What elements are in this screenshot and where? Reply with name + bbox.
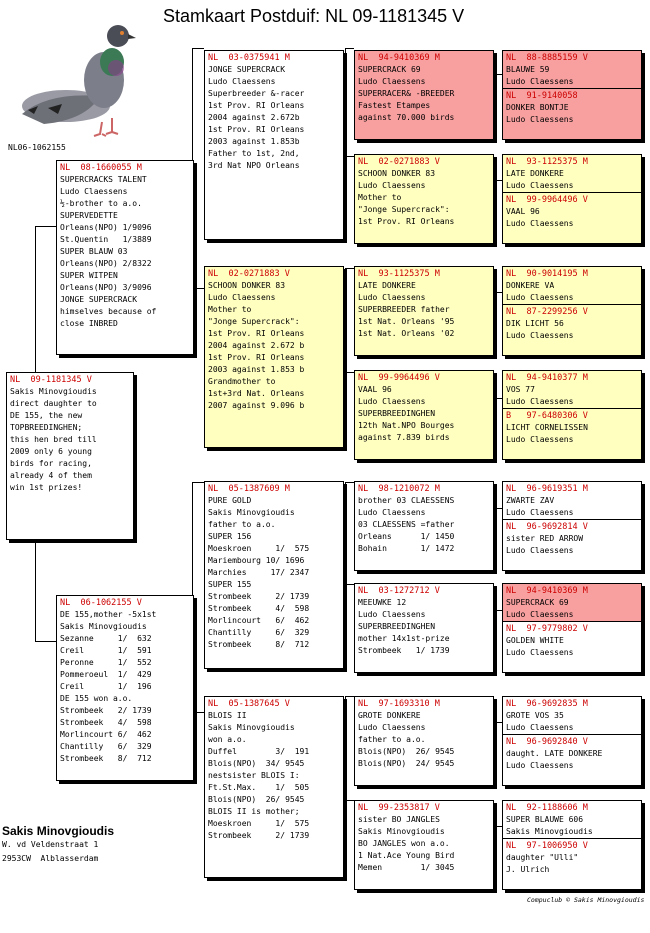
box-line: 2003 against 1.853b (208, 137, 300, 146)
box-line: DIK LICHT 56 (506, 319, 564, 328)
box-line: Ludo Claessens (358, 77, 426, 86)
box-line: Ludo Claessens (506, 115, 574, 124)
box-line: Strombeek 2/ 1739 (60, 706, 152, 715)
box-line: SUPER BLAUWE 606 (506, 815, 584, 824)
box-line: MEEUWKE 12 (358, 598, 407, 607)
box-line: SUPER BLAUW 03 (60, 247, 128, 256)
ring-number: NL 03-1272712 V (358, 586, 440, 596)
box-line: Blois(NPO) 24/ 9545 (358, 759, 455, 768)
pedigree-pair-3 (502, 266, 642, 356)
box-line: Bohain 1/ 1472 (358, 544, 455, 553)
box-line: Moeskroen 1/ 575 (208, 819, 310, 828)
box-line: Ludo Claessens (506, 77, 574, 86)
owner-name: Sakis Minovgioudis (2, 824, 115, 838)
ring-number: NL 96-9619351 M (506, 484, 588, 494)
box-line: 1st Prov. RI Orleans (208, 101, 305, 110)
box-line: Chantilly 6/ 329 (60, 742, 152, 751)
box-line: 1st Prov. RI Orleans (208, 329, 305, 338)
ring-number: NL 05-1387609 M (208, 484, 290, 494)
box-line: Ludo Claessens (358, 723, 426, 732)
box-line: Orleans(NPO) 2/8322 (60, 259, 152, 268)
ring-number: NL 97-9779802 V (506, 624, 588, 634)
box-line: brother 03 CLAESSENS (358, 496, 455, 505)
box-line: Sakis Minovgioudis (506, 827, 593, 836)
box-line: DONKERE VA (506, 281, 555, 290)
box-line: SUPERBREEDER father (358, 305, 450, 314)
box-line: Ludo Claessens (358, 397, 426, 406)
box-line: nestsister BLOIS I: (208, 771, 300, 780)
box-line: 1 Nat.Ace Young Bird (358, 851, 455, 860)
box-line: SCHOON DONKER 83 (358, 169, 436, 178)
ring-number: NL 99-2353817 V (358, 803, 440, 813)
box-line: Ft.St.Max. 1/ 505 (208, 783, 310, 792)
pedigree-subject (6, 372, 134, 540)
box-line: VAAL 96 (506, 207, 540, 216)
pedigree-ff (204, 50, 344, 240)
pedigree-fm (204, 266, 344, 448)
pedigree-pair-4 (502, 370, 642, 460)
ring-number: NL 96-9692835 M (506, 699, 588, 709)
ring-number: NL 93-1125375 M (506, 157, 588, 167)
box-line: Blois(NPO) 26/ 9545 (208, 795, 305, 804)
box-line: close INBRED (60, 319, 118, 328)
pedigree-mff (354, 481, 494, 571)
ring-number: NL 02-0271883 V (208, 269, 290, 279)
box-line: JONGE SUPERCRACK (60, 295, 138, 304)
pedigree-mmm (354, 800, 494, 890)
box-line: Strombeek 8/ 712 (208, 640, 310, 649)
box-line: Duffel 3/ 191 (208, 747, 310, 756)
pedigree-pair-7 (502, 696, 642, 786)
box-line: Mother to (208, 305, 252, 314)
box-line: VOS 77 (506, 385, 535, 394)
box-line: Blois(NPO) 34/ 9545 (208, 759, 305, 768)
box-line: Strombeek 4/ 598 (60, 718, 152, 727)
box-line: Creil 1/ 591 (60, 646, 152, 655)
ring-number: NL 94-9410369 M (358, 53, 440, 63)
box-line: 1st Prov. RI Orleans (358, 217, 455, 226)
box-line: Ludo Claessens (506, 435, 574, 444)
box-line: BLOIS II (208, 711, 247, 720)
box-line: Sakis Minovgioudis (10, 387, 97, 396)
box-line: 2007 against 9.096 b (208, 401, 305, 410)
box-line: Mother to (358, 193, 402, 202)
pedigree-fmm (354, 370, 494, 460)
box-line: 03 CLAESSENS =father (358, 520, 455, 529)
box-line: father to a.o. (208, 520, 276, 529)
box-line: 3rd Nat NPO Orleans (208, 161, 300, 170)
owner-city: 2953CW Alblasserdam (2, 854, 99, 863)
box-line: SUPER 156 (208, 532, 252, 541)
box-line: direct daughter to (10, 399, 97, 408)
box-line: 1st Prov. RI Orleans (208, 353, 305, 362)
pedigree-mm (204, 696, 344, 878)
pedigree-pair-1 (502, 50, 642, 140)
box-line: Blois(NPO) 26/ 9545 (358, 747, 455, 756)
box-line: 12th Nat.NPO Bourges (358, 421, 455, 430)
box-line: SCHOON DONKER 83 (208, 281, 286, 290)
ring-number: NL 08-1660055 M (60, 163, 142, 173)
box-line: Fastest Etampes (358, 101, 431, 110)
subject-ring-number: NL06-1062155 (8, 143, 66, 152)
box-line: ZWARTE ZAV (506, 496, 555, 505)
pedigree-mmf (354, 696, 494, 786)
box-line: win 1st prizes! (10, 483, 83, 492)
credit-footer: Compuclub © Sakis Minovgioudis (527, 896, 645, 904)
box-line: daught. LATE DONKERE (506, 749, 603, 758)
pedigree-fff (354, 50, 494, 140)
box-line: SUPERBREEDINGHEN (358, 409, 436, 418)
ring-number: NL 94-9410377 M (506, 373, 588, 383)
ring-number: NL 02-0271883 V (358, 157, 440, 167)
box-line: LICHT CORNELISSEN (506, 423, 588, 432)
box-line: St.Quentin 1/3889 (60, 235, 152, 244)
page-title: Stamkaart Postduif: NL 09-1181345 V (163, 6, 465, 26)
pedigree-pair-8 (502, 800, 642, 890)
box-line: mother 14x1st-prize (358, 634, 450, 643)
pedigree-mfm (354, 583, 494, 673)
box-line: BLAUWE 59 (506, 65, 550, 74)
box-line: SUPERBREEDINGHEN (358, 622, 436, 631)
box-line: against 7.839 birds (358, 433, 450, 442)
box-line: Ludo Claessens (506, 761, 574, 770)
box-line: Ludo Claessens (506, 181, 574, 190)
box-line: sister RED ARROW (506, 534, 584, 543)
ring-number: NL 91-9140058 (506, 91, 578, 101)
ring-number: NL 87-2299256 V (506, 307, 588, 317)
owner-block (2, 824, 114, 866)
ring-number: NL 96-9692814 V (506, 522, 588, 532)
ring-number: NL 93-1125375 M (358, 269, 440, 279)
box-line: Ludo Claessens (60, 187, 128, 196)
ring-number: NL 97-1006950 V (506, 841, 588, 851)
box-line: Morlincourt 6/ 462 (208, 616, 310, 625)
box-line: himselves because of (60, 307, 157, 316)
box-line: sister BO JANGLES (358, 815, 440, 824)
ring-number: NL 03-0375941 M (208, 53, 290, 63)
box-line: already 4 of them (10, 471, 92, 480)
box-line: PURE GOLD (208, 496, 252, 505)
box-line: Mariembourg 10/ 1696 (208, 556, 305, 565)
box-line: Morlincourt 6/ 462 (60, 730, 152, 739)
box-line: Ludo Claessens (506, 331, 574, 340)
pedigree-fmf (354, 266, 494, 356)
box-line: Strombeek 4/ 598 (208, 604, 310, 613)
box-line: 2004 against 2.672 b (208, 341, 305, 350)
ring-number: NL 99-9964496 V (358, 373, 440, 383)
pedigree-pair-6 (502, 583, 642, 673)
ring-number: NL 96-9692840 V (506, 737, 588, 747)
ring-number: NL 92-1188606 M (506, 803, 588, 813)
ring-number: NL 09-1181345 V (10, 375, 92, 385)
pedigree-mf (204, 481, 344, 669)
box-line: DE 155 won a.o. (60, 694, 133, 703)
box-line: SUPERCRACKS TALENT (60, 175, 147, 184)
box-line: Grandmother to (208, 377, 276, 386)
box-line: Ludo Claessens (208, 293, 276, 302)
box-line: Ludo Claessens (506, 610, 574, 619)
box-line: ½-brother to a.o. (60, 199, 142, 208)
box-line: 1st Nat. Orleans '95 (358, 317, 455, 326)
box-line: Ludo Claessens (358, 293, 426, 302)
box-line: Ludo Claessens (506, 508, 574, 517)
ring-number: NL 98-1210072 M (358, 484, 440, 494)
ring-number: NL 05-1387645 V (208, 699, 290, 709)
box-line: SUPERRACER& -BREEDER (358, 89, 455, 98)
box-line: GROTE VOS 35 (506, 711, 564, 720)
ring-number: NL 88-8885159 V (506, 53, 588, 63)
box-line: SUPERCRACK 69 (506, 598, 569, 607)
ring-number: NL 97-1693310 M (358, 699, 440, 709)
box-line: Ludo Claessens (358, 181, 426, 190)
box-line: birds for racing, (10, 459, 92, 468)
box-line: father to a.o. (358, 735, 426, 744)
box-line: Sezanne 1/ 632 (60, 634, 152, 643)
box-line: Marchies 17/ 2347 (208, 568, 310, 577)
box-line: SUPER WITPEN (60, 271, 118, 280)
box-line: Pommeroeul 1/ 429 (60, 670, 152, 679)
box-line: Ludo Claessens (506, 723, 574, 732)
box-line: Ludo Claessens (358, 508, 426, 517)
box-line: "Jonge Supercrack": (358, 205, 450, 214)
box-line: GROTE DONKERE (358, 711, 421, 720)
box-line: Ludo Claessens (506, 648, 574, 657)
box-line: Ludo Claessens (358, 610, 426, 619)
pedigree-father (56, 160, 194, 355)
box-line: Strombeek 8/ 712 (60, 754, 152, 763)
box-line: Ludo Claessens (506, 546, 574, 555)
box-line: BO JANGLES won a.o. (358, 839, 450, 848)
box-line: Ludo Claessens (208, 77, 276, 86)
box-line: daughter "Ulli" (506, 853, 579, 862)
box-line: Moeskroen 1/ 575 (208, 544, 310, 553)
box-line: Orleans 1/ 1450 (358, 532, 455, 541)
box-line: SUPERCRACK 69 (358, 65, 421, 74)
box-line: Strombeek 2/ 1739 (208, 592, 310, 601)
box-line: 2009 only 6 young (10, 447, 92, 456)
box-line: Chantilly 6/ 329 (208, 628, 310, 637)
box-line: "Jonge Supercrack": (208, 317, 300, 326)
box-line: DE 155,mother -5x1st (60, 610, 157, 619)
box-line: Strombeek 1/ 1739 (358, 646, 450, 655)
box-line: Strombeek 2/ 1739 (208, 831, 310, 840)
box-line: Sakis Minovgioudis (60, 622, 147, 631)
box-line: against 70.000 birds (358, 113, 455, 122)
box-line: 1st Prov. RI Orleans (208, 125, 305, 134)
box-line: GOLDEN WHITE (506, 636, 564, 645)
owner-address: W. vd Veldenstraat 1 (2, 840, 99, 849)
box-line: J. Ulrich (506, 865, 550, 874)
box-line: won a.o. (208, 735, 247, 744)
box-line: SUPERVEDETTE (60, 211, 118, 220)
box-line: Orleans(NPO) 3/9096 (60, 283, 152, 292)
box-line: JONGE SUPERCRACK (208, 65, 286, 74)
box-line: Orleans(NPO) 1/9096 (60, 223, 152, 232)
ring-number: B 97-6480306 V (506, 411, 588, 421)
box-line: DE 155, the new (10, 411, 83, 420)
box-line: Ludo Claessens (506, 397, 574, 406)
ring-number: NL 90-9014195 M (506, 269, 588, 279)
ring-number: NL 94-9410369 M (506, 586, 588, 596)
pedigree-mother (56, 595, 194, 781)
box-line: Ludo Claessens (506, 219, 574, 228)
ring-number: NL 99-9964496 V (506, 195, 588, 205)
box-line: 1st+3rd Nat. Orleans (208, 389, 305, 398)
box-line: Sakis Minovgioudis (358, 827, 445, 836)
box-line: Father to 1st, 2nd, (208, 149, 300, 158)
box-line: this hen bred till (10, 435, 97, 444)
box-line: Memen 1/ 3045 (358, 863, 455, 872)
box-line: DONKER BONTJE (506, 103, 569, 112)
box-line: Sakis Minovgioudis (208, 508, 295, 517)
box-line: Creil 1/ 196 (60, 682, 152, 691)
box-line: Sakis Minovgioudis (208, 723, 295, 732)
pigeon-photo (8, 10, 136, 140)
box-line: 1st Nat. Orleans '02 (358, 329, 455, 338)
pedigree-ffm (354, 154, 494, 244)
box-line: Superbreeder &-racer (208, 89, 305, 98)
box-line: TOPBREEDINGHEN; (10, 423, 83, 432)
box-line: 2003 against 1.853 b (208, 365, 305, 374)
box-line: BLOIS II is mother; (208, 807, 300, 816)
box-line: LATE DONKERE (358, 281, 416, 290)
box-line: SUPER 155 (208, 580, 252, 589)
box-line: Ludo Claessens (506, 293, 574, 302)
box-line: LATE DONKERE (506, 169, 564, 178)
ring-number: NL 06-1062155 V (60, 598, 142, 608)
pedigree-pair-2 (502, 154, 642, 244)
box-line: 2004 against 2.672b (208, 113, 300, 122)
box-line: VAAL 96 (358, 385, 392, 394)
box-line: Peronne 1/ 552 (60, 658, 152, 667)
pedigree-pair-5 (502, 481, 642, 571)
